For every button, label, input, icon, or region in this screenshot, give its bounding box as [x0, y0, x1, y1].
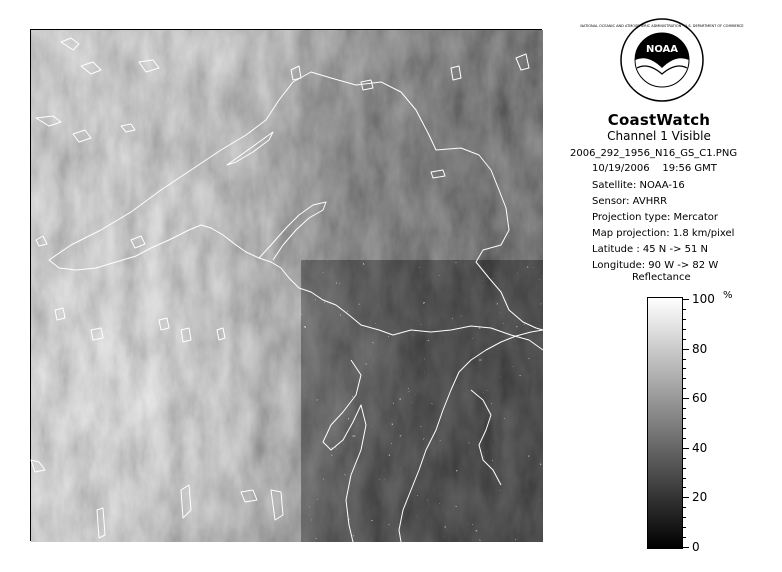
image-filename: 2006_292_1956_N16_GS_C1.PNG	[570, 148, 738, 159]
legend-tick-label: 0	[692, 540, 700, 554]
legend-major-tick	[683, 497, 689, 498]
info-value: AVHRR	[632, 196, 668, 207]
logo-wordmark: NOAA	[645, 44, 679, 55]
info-longitude	[592, 260, 718, 271]
legend-minor-tick	[683, 478, 686, 479]
info-value: 90 W -> 82 W	[648, 260, 719, 271]
legend-minor-tick	[683, 319, 686, 320]
legend-tick-label: 60	[692, 391, 708, 405]
satellite-image[interactable]	[30, 29, 542, 541]
legend-minor-tick	[683, 378, 686, 379]
legend-minor-tick	[683, 428, 686, 429]
logo-ring-text: NATIONAL OCEANIC AND ATMOSPHERIC ADMINISTRATION · U.S. DEPARTMENT OF COMMERCE	[580, 24, 744, 28]
legend-minor-tick	[683, 537, 686, 538]
legend-title: Reflectance	[632, 272, 691, 283]
noaa-logo	[580, 18, 744, 102]
product-title: CoastWatch	[607, 111, 711, 129]
legend-minor-tick	[683, 517, 686, 518]
info-value: 45 N -> 51 N	[642, 244, 709, 255]
image-time: 19:56 GMT	[662, 163, 717, 174]
info-satellite	[592, 180, 685, 191]
legend-minor-tick	[683, 438, 686, 439]
legend-tick-label: 80	[692, 342, 708, 356]
legend-minor-tick	[683, 388, 686, 389]
legend-tick-label: 20	[692, 490, 708, 504]
legend-minor-tick	[683, 458, 686, 459]
image-date: 10/19/2006	[592, 163, 650, 174]
info-sensor	[592, 196, 667, 207]
legend-tick-label: 100	[692, 292, 715, 306]
channel-subtitle: Channel 1 Visible	[607, 129, 711, 143]
legend-minor-tick	[683, 527, 686, 528]
broken-cloud-texture	[301, 260, 543, 542]
legend-minor-tick	[683, 329, 686, 330]
satellite-svg	[31, 30, 543, 542]
info-map-projection	[592, 228, 734, 239]
legend-minor-tick	[683, 368, 686, 369]
legend-minor-tick	[683, 468, 686, 469]
legend-major-tick	[683, 299, 689, 300]
legend-major-tick	[683, 349, 689, 350]
legend-minor-tick	[683, 408, 686, 409]
info-label: Projection type:	[592, 212, 671, 223]
info-projection-type	[592, 212, 718, 223]
legend-tick-label: 40	[692, 441, 708, 455]
reflectance-color-scale	[647, 297, 683, 549]
legend-minor-tick	[683, 359, 686, 360]
info-label: Latitude :	[592, 244, 640, 255]
noaa-logo-svg	[580, 18, 744, 102]
info-value: NOAA-16	[639, 180, 685, 191]
info-value: Mercator	[673, 212, 718, 223]
image-datetime	[592, 163, 717, 174]
info-label: Longitude:	[592, 260, 646, 271]
info-value: 1.8 km/pixel	[672, 228, 735, 239]
info-label: Sensor:	[592, 196, 630, 207]
legend-major-tick	[683, 448, 689, 449]
legend-minor-tick	[683, 309, 686, 310]
info-label: Satellite:	[592, 180, 637, 191]
info-label: Map projection:	[592, 228, 670, 239]
legend-major-tick	[683, 547, 689, 548]
legend-minor-tick	[683, 339, 686, 340]
info-latitude	[592, 244, 708, 255]
legend-unit: %	[723, 290, 733, 301]
legend-major-tick	[683, 398, 689, 399]
legend-minor-tick	[683, 418, 686, 419]
legend-minor-tick	[683, 507, 686, 508]
legend-minor-tick	[683, 487, 686, 488]
